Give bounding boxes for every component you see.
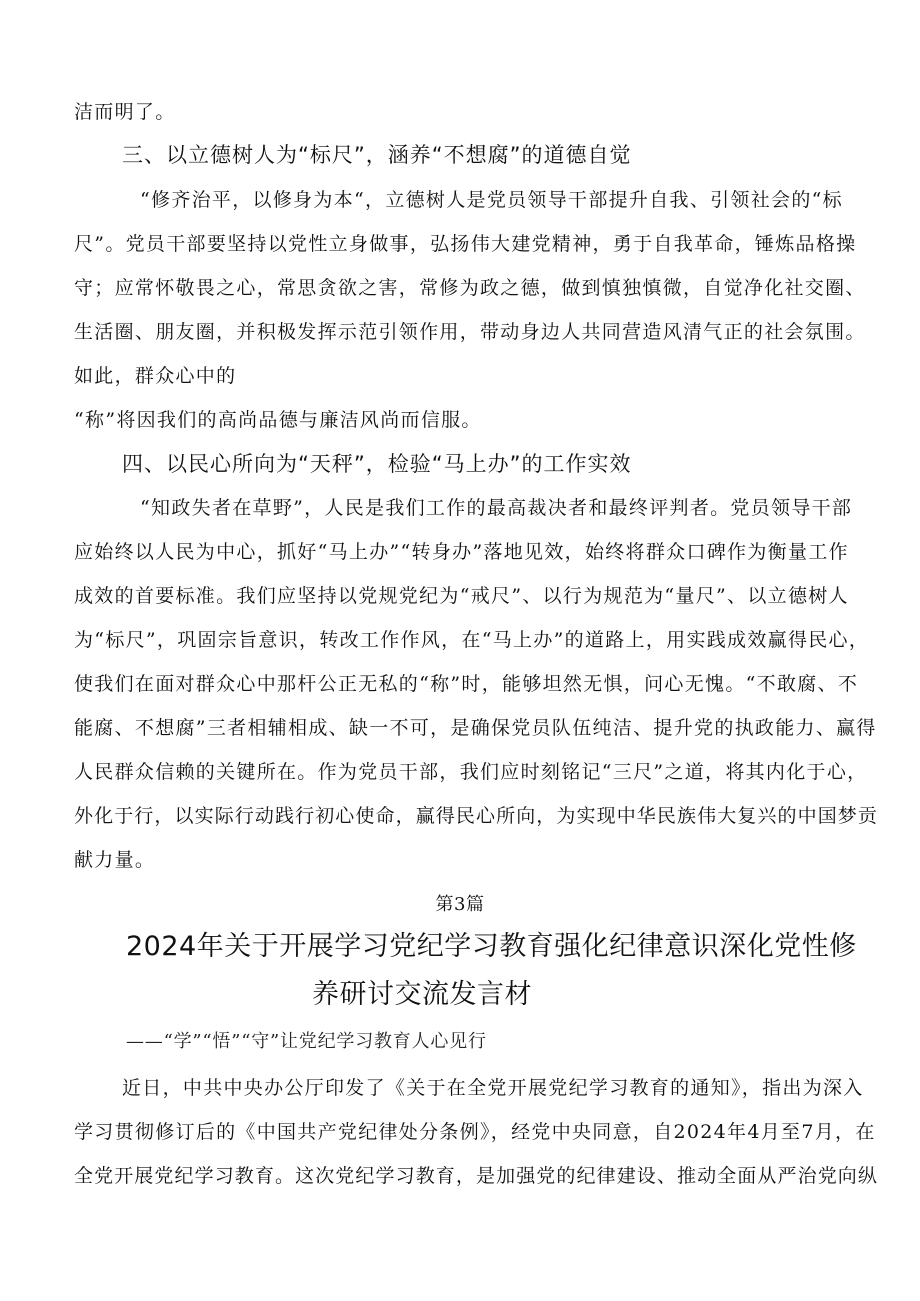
paragraph-line: 人民群众信赖的关键所在。作为党员干部，我们应时刻铭记“三尺”之道，将其内化于心， [74, 761, 868, 783]
paragraph-line: 守；应常怀敬畏之心，常思贪欲之害，常修为政之德，做到慎独慎微，自觉净化社交圈、 [74, 277, 866, 299]
paragraph-line: 近日，中共中央办公厅印发了《关于在全党开展党纪学习教育的通知》，指出为深入 [122, 1077, 864, 1099]
article-title-line-2: 养研讨交流发言材 [312, 979, 532, 1010]
paragraph-line: 全党开展党纪学习教育。这次党纪学习教育，是加强党的纪律建设、推动全面从严治党向纵 [74, 1165, 879, 1187]
paragraph-line: 学习贯彻修订后的《中国共产党纪律处分条例》，经党中央同意，自2024年4月至7月，在 [74, 1121, 876, 1143]
paragraph-line: “修齐治平，以修身为本“，立德树人是党员领导干部提升自我、引领社会的“标 [140, 189, 843, 211]
paragraph-line: 尺”。党员干部要坚持以党性立身做事，弘扬伟大建党精神，勇于自我革命，锤炼品格操 [74, 233, 857, 255]
paragraph-line: 能腐、不想腐”三者相辅相成、缺一不可，是确保党员队伍纯洁、提升党的执政能力、赢得 [74, 717, 877, 739]
paragraph-line: 献力量。 [74, 849, 156, 871]
paragraph-line: “称”将因我们的高尚品德与廉洁风尚而信服。 [74, 409, 482, 431]
article-subtitle: ——“学”“悟”“守”让党纪学习教育人心见行 [126, 1031, 487, 1052]
paragraph-line: 生活圈、朋友圈，并积极发挥示范引领作用，带动身边人共同营造风清气正的社会氛围。 [74, 321, 866, 343]
paragraph-line: 应始终以人民为中心，抓好“马上办”“转身办”落地见效，始终将群众口碑作为衡量工作 [74, 541, 849, 563]
paragraph-line: 洁而明了。 [74, 101, 176, 123]
section-heading-4: 四、以民心所向为“天秤”，检验“马上办”的工作实效 [122, 452, 632, 476]
paragraph-line: “知政失者在草野”，人民是我们工作的最高裁决者和最终评判者。党员领导干部 [140, 497, 853, 519]
paragraph-line: 如此，群众心中的 [74, 365, 237, 387]
section-heading-3: 三、以立德树人为“标尺”，涵养“不想腐”的道德自觉 [122, 143, 632, 167]
article-title-line-1: 2024年关于开展学习党纪学习教育强化纪律意识深化党性修 [126, 931, 857, 962]
paragraph-line: 使我们在面对群众心中那杆公正无私的“称”时，能够坦然无惧，问心无愧。“不敢腐、不 [74, 673, 859, 695]
paragraph-line: 成效的首要标准。我们应坚持以党规党纪为“戒尺”、以行为规范为“量尺”、以立德树人 [74, 585, 849, 607]
paragraph-line: 为“标尺”，巩固宗旨意识，转改工作作风，在“马上办”的道路上，用实践成效赢得民心， [74, 629, 870, 651]
paragraph-line: 外化于行，以实际行动践行初心使命，赢得民心所向，为实现中华民族伟大复兴的中国梦贡 [74, 805, 879, 827]
section-label: 第3篇 [435, 894, 485, 915]
